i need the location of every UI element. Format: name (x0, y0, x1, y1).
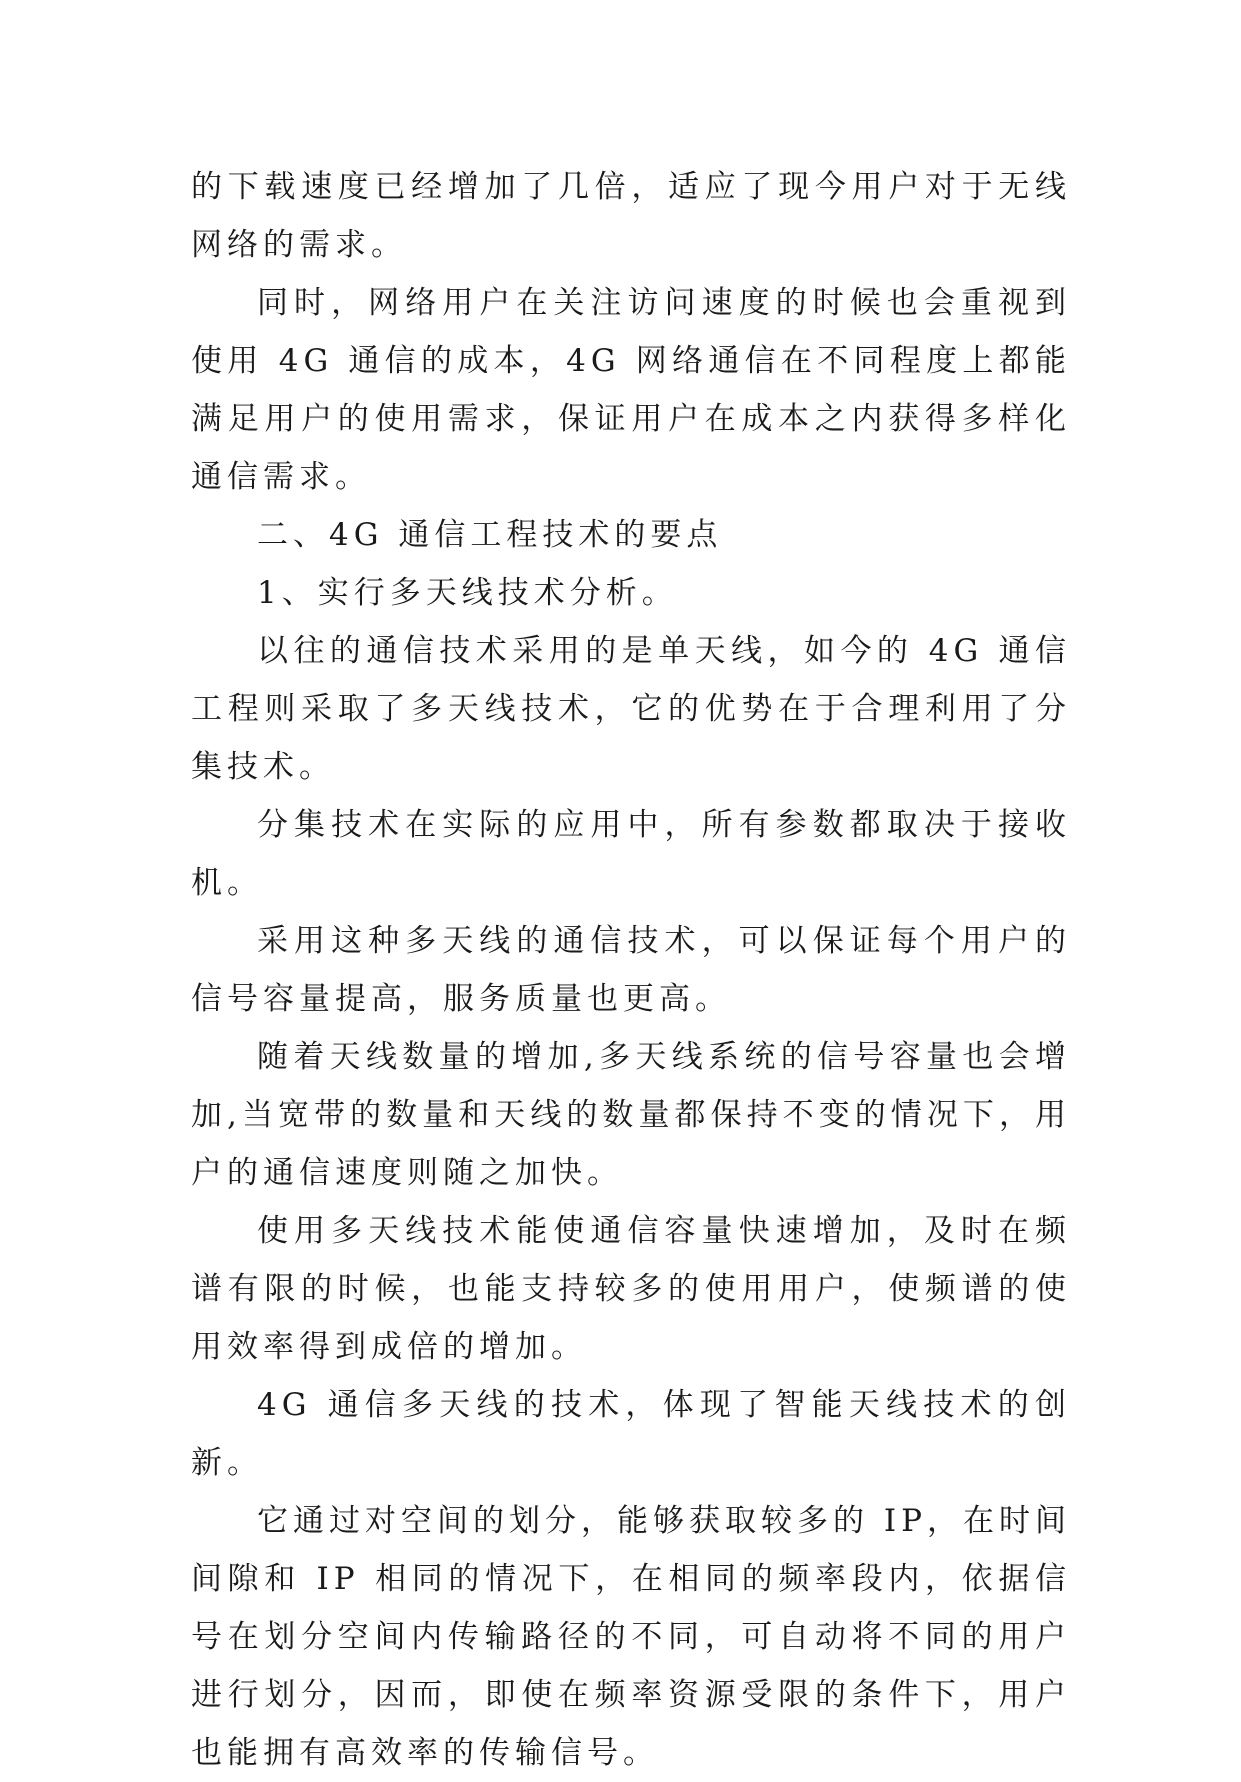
paragraph-2: 同时，网络用户在关注访问速度的时候也会重视到使用 4G 通信的成本，4G 网络通信在不同程度上都能满足用户的使用需求，保证用户在成本之内获得多样化通信需求。 (191, 285, 1071, 495)
paragraph-8: 随着天线数量的增加,多天线系统的信号容量也会增加,当宽带的数量和天线的数量都保持不变的情况下，用户的通信速度则随之加快。 (191, 1039, 1071, 1191)
section-heading: 二、4G 通信工程技术的要点 (257, 517, 723, 553)
paragraph-1: 的下载速度已经增加了几倍，适应了现今用户对于无线网络的需求。 (191, 169, 1071, 263)
paragraph-6: 分集技术在实际的应用中，所有参数都取决于接收机。 (191, 807, 1071, 901)
document-body (191, 158, 1071, 1782)
paragraph-9: 使用多天线技术能使通信容量快速增加，及时在频谱有限的时候，也能支持较多的使用用户，使频谱的使用效率得到成倍的增加。 (191, 1213, 1071, 1365)
subsection-heading: 1、实行多天线技术分析。 (257, 575, 678, 611)
paragraph-10: 4G 通信多天线的技术，体现了智能天线技术的创新。 (191, 1387, 1071, 1481)
paragraph-7: 采用这种多天线的通信技术，可以保证每个用户的信号容量提高，服务质量也更高。 (191, 923, 1071, 1017)
paragraph-11: 它通过对空间的划分，能够获取较多的 IP，在时间间隙和 IP 相同的情况下，在相同的频率段内，依据信号在划分空间内传输路径的不同，可自动将不同的用户进行划分，因而，即使在频率资源受限的条件下，用户也能拥有高效率的传输信号。 (191, 1503, 1071, 1771)
paragraph-5: 以往的通信技术采用的是单天线，如今的 4G 通信工程则采取了多天线技术，它的优势在于合理利用了分集技术。 (191, 633, 1071, 785)
